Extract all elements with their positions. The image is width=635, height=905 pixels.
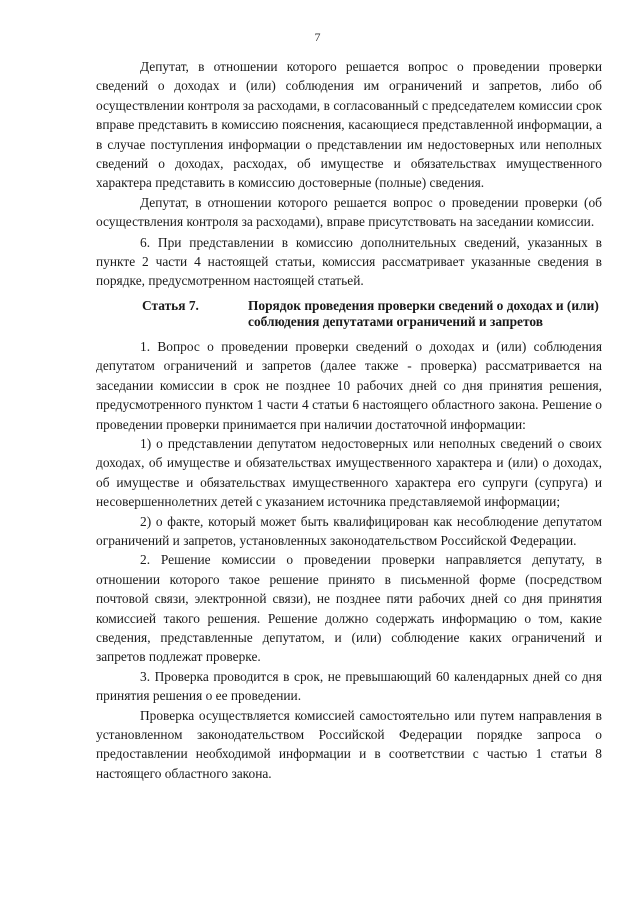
paragraph: 3. Проверка проводится в срок, не превышающий 60 календарных дней со дня принятия решения о ее проведении. xyxy=(96,668,602,704)
paragraph: Депутат, в отношении которого решается вопрос о проведении проверки сведений о доходах и (или) соблюдения им ограничений и запретов, либо об осуществлении контроля за расходами, в согласованный с председателем комиссии срок вправе представить в комиссию пояснения, касающиеся представленной информации, а в случае поступления информации о представлении им недостоверных или неполных сведений о доходах, расходах, об имуществе и обязательствах имущественного характера представить в комиссию достоверные (полные) сведения. xyxy=(96,59,602,191)
article-label: Статья 7. xyxy=(142,297,199,313)
paragraph: 1. Вопрос о проведении проверки сведений о доходах и (или) соблюдения депутатом ограничений и запретов (далее также - проверка) рассматривается на заседании комиссии в срок не позднее 10 рабочих дней со дня принятия решения, предусмотренного пунктом 1 части 4 статьи 6 настоящего областного закона. Решение о проведении проверки принимается при наличии достаточной информации: xyxy=(96,338,602,432)
page-number: 7 xyxy=(314,30,321,44)
paragraph: 1) о представлении депутатом недостоверных или неполных сведений о своих доходах, об имуществе и обязательствах имущественного характера и (или) о доходах, об имуществе и обязательствах имущественного характера его супруги (супруга) и несовершеннолетних детей с указанием источника представляемой информации; xyxy=(96,435,602,510)
paragraph: 2. Решение комиссии о проведении проверки направляется депутату, в отношении которого такое решение принято в письменной форме (посредством почтовой связи, электронной связи), не позднее пяти рабочих дней со дня принятия комиссией такого решения. Решение должно содержать информацию о том, какие сведения, представленные депутатом, и (или) соблюдение каких ограничений и запретов подлежат проверке. xyxy=(96,552,602,665)
paragraph: 6. При представлении в комиссию дополнительных сведений, указанных в пункте 2 части 4 настоящей статьи, комиссия рассматривает указанные сведения в порядке, предусмотренном настоящей статьей. xyxy=(96,234,602,289)
paragraph: 2) о факте, который может быть квалифицирован как несоблюдение депутатом ограничений и запретов, установленных законодательством Российской Федерации. xyxy=(96,513,602,548)
article-title: Порядок проведения проверки сведений о доходах и (или) соблюдения депутатами ограничений и запретов xyxy=(248,297,599,329)
paragraph: Депутат, в отношении которого решается вопрос о проведении проверки (об осуществления контроля за расходами), вправе присутствовать на заседании комиссии. xyxy=(96,194,602,230)
article-heading xyxy=(96,298,602,330)
document-body xyxy=(96,57,602,783)
paragraph: Проверка осуществляется комиссией самостоятельно или путем направления в установленном законодательством Российской Федерации порядке запроса о предоставлении необходимой информации и в соответствии с частью 1 статьи 8 настоящего областного закона. xyxy=(96,707,602,781)
